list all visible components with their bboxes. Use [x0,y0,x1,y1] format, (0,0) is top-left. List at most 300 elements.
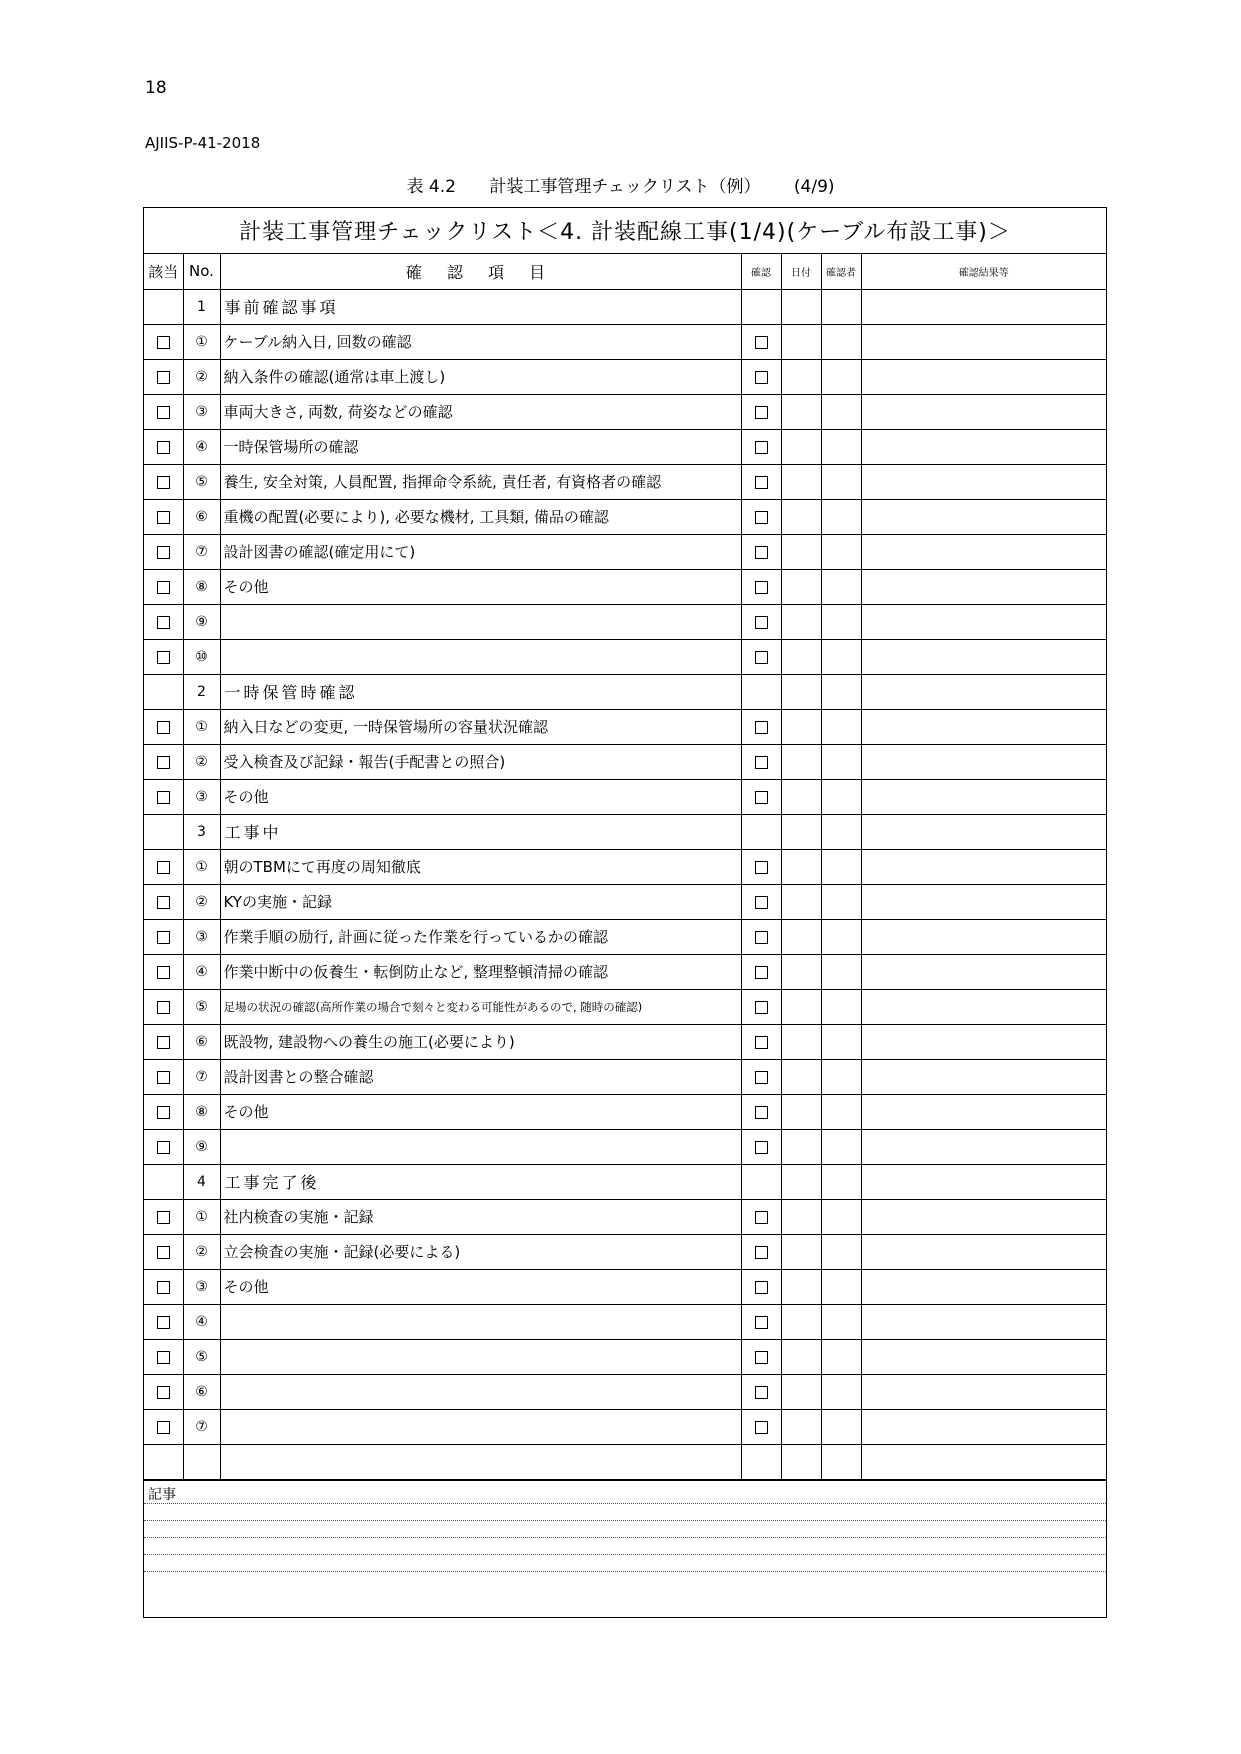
applicable-checkbox[interactable] [157,756,170,769]
applicable-checkbox[interactable] [157,791,170,804]
item-text: 設計図書との整合確認 [220,1059,741,1094]
result-cell[interactable] [861,534,1106,569]
confirmer-cell[interactable] [821,324,861,359]
applicable-cell [144,464,183,499]
result-cell[interactable] [861,884,1106,919]
confirm-cell [741,919,781,954]
date-cell[interactable] [781,429,821,464]
result-cell[interactable] [861,1374,1106,1409]
applicable-cell [144,779,183,814]
confirm-cell [741,1129,781,1164]
confirm-cell [741,954,781,989]
table-row [144,534,1106,569]
item-number: ② [183,884,220,919]
section-title: 一時保管時確認 [220,674,741,709]
note-line [144,1571,1106,1572]
applicable-checkbox[interactable] [157,406,170,419]
confirmer-cell[interactable] [821,1129,861,1164]
applicable-cell [144,1444,183,1479]
item-number: ① [183,709,220,744]
confirm-cell [741,534,781,569]
applicable-checkbox[interactable] [157,896,170,909]
confirm-checkbox[interactable] [755,1316,768,1329]
result-cell[interactable] [861,569,1106,604]
table-row [144,744,1106,779]
confirm-checkbox[interactable] [755,476,768,489]
confirm-checkbox[interactable] [755,371,768,384]
date-cell[interactable] [781,1339,821,1374]
applicable-cell [144,1199,183,1234]
item-text: 朝のTBMにて再度の周知徹底 [220,849,741,884]
result-cell[interactable] [861,1059,1106,1094]
item-text [220,1444,741,1479]
applicable-checkbox[interactable] [157,371,170,384]
confirmer-cell [821,289,861,324]
table-row [144,989,1106,1024]
confirm-checkbox[interactable] [755,441,768,454]
table-row [144,639,1106,674]
confirm-checkbox[interactable] [755,931,768,944]
confirm-cell [741,1234,781,1269]
item-number: ⑦ [183,1409,220,1444]
confirm-cell [741,744,781,779]
confirm-checkbox[interactable] [755,861,768,874]
note-line [144,1520,1106,1521]
section-row [144,1164,1106,1199]
confirm-cell [741,569,781,604]
result-cell[interactable] [861,1234,1106,1269]
applicable-cell [144,534,183,569]
item-text [220,1304,741,1339]
item-number: 4 [183,1164,220,1199]
section-row [144,814,1106,849]
confirmer-cell[interactable] [821,1269,861,1304]
confirmer-cell[interactable] [821,1234,861,1269]
applicable-checkbox[interactable] [157,1386,170,1399]
applicable-cell [144,289,183,324]
item-number: ④ [183,954,220,989]
confirmer-cell[interactable] [821,1199,861,1234]
table-row [144,709,1106,744]
applicable-checkbox[interactable] [157,581,170,594]
applicable-cell [144,919,183,954]
result-cell[interactable] [861,394,1106,429]
date-cell[interactable] [781,1374,821,1409]
item-text: 納入日などの変更, 一時保管場所の容量状況確認 [220,709,741,744]
confirmer-cell[interactable] [821,1094,861,1129]
result-cell[interactable] [861,1129,1106,1164]
applicable-cell [144,1269,183,1304]
confirmer-cell[interactable] [821,954,861,989]
applicable-cell [144,569,183,604]
confirmer-cell[interactable] [821,394,861,429]
header-item: 確 認 項 目 [220,254,741,289]
item-number: 2 [183,674,220,709]
item-number: ⑨ [183,604,220,639]
date-cell[interactable] [781,1234,821,1269]
date-cell[interactable] [781,324,821,359]
date-cell [781,674,821,709]
confirmer-cell [821,1444,861,1479]
date-cell[interactable] [781,569,821,604]
confirm-cell [741,709,781,744]
applicable-cell [144,429,183,464]
confirm-cell [741,1059,781,1094]
item-text: 一時保管場所の確認 [220,429,741,464]
confirm-checkbox[interactable] [755,1071,768,1084]
table-row [144,1374,1106,1409]
applicable-checkbox[interactable] [157,511,170,524]
confirm-cell [741,1094,781,1129]
result-cell[interactable] [861,464,1106,499]
date-cell[interactable] [781,884,821,919]
applicable-cell [144,709,183,744]
item-text: その他 [220,1269,741,1304]
confirm-checkbox[interactable] [755,1281,768,1294]
confirm-checkbox[interactable] [755,511,768,524]
applicable-cell [144,814,183,849]
applicable-cell [144,744,183,779]
result-cell [861,1444,1106,1479]
confirm-cell [741,779,781,814]
result-cell[interactable] [861,1339,1106,1374]
result-cell[interactable] [861,989,1106,1024]
item-number: ② [183,359,220,394]
confirm-checkbox[interactable] [755,966,768,979]
item-text [220,639,741,674]
table-row [144,1269,1106,1304]
confirm-checkbox[interactable] [755,616,768,629]
date-cell[interactable] [781,849,821,884]
confirmer-cell[interactable] [821,849,861,884]
applicable-cell [144,1164,183,1199]
confirmer-cell [821,1164,861,1199]
applicable-checkbox[interactable] [157,721,170,734]
confirm-cell [741,289,781,324]
notes-area [144,1480,1106,1585]
date-cell [781,1444,821,1479]
confirm-cell [741,639,781,674]
confirm-checkbox[interactable] [755,756,768,769]
date-cell[interactable] [781,989,821,1024]
applicable-checkbox[interactable] [157,1071,170,1084]
result-cell[interactable] [861,429,1106,464]
confirmer-cell[interactable] [821,1059,861,1094]
confirm-checkbox[interactable] [755,1036,768,1049]
applicable-cell [144,1304,183,1339]
item-number: ② [183,1234,220,1269]
confirm-cell [741,604,781,639]
confirm-cell [741,884,781,919]
item-text: その他 [220,1094,741,1129]
confirm-cell [741,849,781,884]
item-text [220,1129,741,1164]
applicable-cell [144,394,183,429]
caption-title: 計装工事管理チェックリスト（例） [489,177,761,197]
item-text: 社内検査の実施・記録 [220,1199,741,1234]
applicable-checkbox[interactable] [157,1211,170,1224]
applicable-checkbox[interactable] [157,476,170,489]
applicable-cell [144,1234,183,1269]
confirm-cell [741,989,781,1024]
result-cell [861,814,1106,849]
date-cell[interactable] [781,1094,821,1129]
section-row [144,674,1106,709]
confirmer-cell[interactable] [821,884,861,919]
confirm-checkbox[interactable] [755,1106,768,1119]
result-cell[interactable] [861,1024,1106,1059]
applicable-cell [144,1024,183,1059]
item-number: ① [183,324,220,359]
date-cell[interactable] [781,1304,821,1339]
result-cell[interactable] [861,499,1106,534]
applicable-checkbox[interactable] [157,1421,170,1434]
applicable-cell [144,604,183,639]
confirm-checkbox[interactable] [755,581,768,594]
applicable-checkbox[interactable] [157,1036,170,1049]
confirm-checkbox[interactable] [755,1351,768,1364]
confirmer-cell[interactable] [821,1304,861,1339]
confirm-checkbox[interactable] [755,406,768,419]
table-row [144,919,1106,954]
result-cell[interactable] [861,604,1106,639]
header-confirmer: 確認者 [821,254,861,289]
applicable-cell [144,1129,183,1164]
confirmer-cell[interactable] [821,919,861,954]
table-row [144,954,1106,989]
item-number: 3 [183,814,220,849]
header-confirm: 確認 [741,254,781,289]
confirm-checkbox[interactable] [755,1421,768,1434]
applicable-cell [144,359,183,394]
applicable-checkbox[interactable] [157,336,170,349]
date-cell [781,1164,821,1199]
date-cell[interactable] [781,499,821,534]
confirm-checkbox[interactable] [755,791,768,804]
item-text: KYの実施・記録 [220,884,741,919]
section-title: 工事完了後 [220,1164,741,1199]
item-text: 設計図書の確認(確定用にて) [220,534,741,569]
item-number: ⑥ [183,499,220,534]
date-cell[interactable] [781,1269,821,1304]
date-cell[interactable] [781,779,821,814]
confirmer-cell[interactable] [821,429,861,464]
header-applicable: 該当 [144,254,183,289]
applicable-checkbox[interactable] [157,1106,170,1119]
sheet-title: 計装工事管理チェックリスト＜4. 計装配線工事(1/4)(ケーブル布設工事)＞ [144,208,1106,254]
date-cell[interactable] [781,1059,821,1094]
applicable-checkbox[interactable] [157,1246,170,1259]
date-cell[interactable] [781,1409,821,1444]
applicable-checkbox[interactable] [157,1316,170,1329]
applicable-checkbox[interactable] [157,616,170,629]
date-cell[interactable] [781,1129,821,1164]
confirm-cell [741,814,781,849]
applicable-checkbox[interactable] [157,441,170,454]
confirmer-cell[interactable] [821,779,861,814]
confirmer-cell[interactable] [821,359,861,394]
applicable-checkbox[interactable] [157,1351,170,1364]
applicable-checkbox[interactable] [157,1281,170,1294]
page-number: 18 [145,78,167,98]
date-cell[interactable] [781,534,821,569]
confirm-cell [741,1374,781,1409]
item-text: 作業中断中の仮養生・転倒防止など, 整理整頓清掃の確認 [220,954,741,989]
confirmer-cell[interactable] [821,989,861,1024]
section-row [144,289,1106,324]
item-text: 作業手順の励行, 計画に従った作業を行っているかの確認 [220,919,741,954]
date-cell[interactable] [781,359,821,394]
table-row [144,1234,1106,1269]
item-text: 立会検査の実施・記録(必要による) [220,1234,741,1269]
note-line [144,1503,1106,1504]
item-number: ⑩ [183,639,220,674]
confirmer-cell[interactable] [821,744,861,779]
confirmer-cell[interactable] [821,534,861,569]
result-cell[interactable] [861,954,1106,989]
date-cell[interactable] [781,639,821,674]
applicable-checkbox[interactable] [157,861,170,874]
confirm-checkbox[interactable] [755,1001,768,1014]
result-cell [861,1164,1106,1199]
applicable-cell [144,1409,183,1444]
item-number: ④ [183,429,220,464]
applicable-cell [144,884,183,919]
date-cell[interactable] [781,709,821,744]
item-number: ③ [183,394,220,429]
date-cell[interactable] [781,919,821,954]
confirm-cell [741,394,781,429]
confirm-checkbox[interactable] [755,336,768,349]
item-number: ⑧ [183,1094,220,1129]
result-cell[interactable] [861,639,1106,674]
table-row [144,499,1106,534]
applicable-cell [144,499,183,534]
result-cell[interactable] [861,1269,1106,1304]
confirmer-cell[interactable] [821,1374,861,1409]
confirm-cell [741,499,781,534]
result-cell[interactable] [861,779,1106,814]
confirm-checkbox[interactable] [755,1386,768,1399]
date-cell[interactable] [781,954,821,989]
confirmer-cell[interactable] [821,1024,861,1059]
section-title: 事前確認事項 [220,289,741,324]
table-row [144,1409,1106,1444]
table-row [144,884,1106,919]
confirmer-cell[interactable] [821,709,861,744]
result-cell[interactable] [861,1409,1106,1444]
applicable-checkbox[interactable] [157,1001,170,1014]
result-cell [861,674,1106,709]
applicable-checkbox[interactable] [157,966,170,979]
confirm-cell [741,1199,781,1234]
table-row [144,569,1106,604]
confirmer-cell[interactable] [821,569,861,604]
checklist-rows [144,289,1106,1479]
confirm-checkbox[interactable] [755,1141,768,1154]
confirm-checkbox[interactable] [755,546,768,559]
item-text: 養生, 安全対策, 人員配置, 指揮命令系統, 責任者, 有資格者の確認 [220,464,741,499]
header-row [144,254,1106,289]
confirmer-cell [821,674,861,709]
applicable-cell [144,954,183,989]
result-cell[interactable] [861,324,1106,359]
checklist-table [144,254,1106,1480]
result-cell[interactable] [861,1199,1106,1234]
confirm-checkbox[interactable] [755,1211,768,1224]
item-number: 1 [183,289,220,324]
confirm-cell [741,1409,781,1444]
result-cell[interactable] [861,709,1106,744]
confirm-checkbox[interactable] [755,1246,768,1259]
table-row [144,849,1106,884]
notes-label: 記事 [148,1486,176,1503]
item-number: ⑦ [183,1059,220,1094]
result-cell[interactable] [861,1304,1106,1339]
result-cell[interactable] [861,1094,1106,1129]
applicable-checkbox[interactable] [157,1141,170,1154]
date-cell[interactable] [781,394,821,429]
note-line [144,1537,1106,1538]
confirmer-cell[interactable] [821,464,861,499]
table-row [144,1094,1106,1129]
item-number: ⑧ [183,569,220,604]
date-cell[interactable] [781,464,821,499]
table-row [144,1199,1106,1234]
result-cell[interactable] [861,359,1106,394]
item-number: ① [183,1199,220,1234]
item-text [220,604,741,639]
date-cell[interactable] [781,1199,821,1234]
date-cell[interactable] [781,744,821,779]
result-cell[interactable] [861,744,1106,779]
applicable-cell [144,1059,183,1094]
item-text: 車両大きさ, 両数, 荷姿などの確認 [220,394,741,429]
confirmer-cell[interactable] [821,1409,861,1444]
confirmer-cell[interactable] [821,1339,861,1374]
table-row [144,1339,1106,1374]
applicable-checkbox[interactable] [157,651,170,664]
confirmer-cell[interactable] [821,499,861,534]
confirmer-cell[interactable] [821,604,861,639]
item-number: ① [183,849,220,884]
item-number: ⑦ [183,534,220,569]
table-row [144,429,1106,464]
confirmer-cell[interactable] [821,639,861,674]
applicable-checkbox[interactable] [157,931,170,944]
confirm-cell [741,429,781,464]
header-result: 確認結果等 [861,254,1106,289]
result-cell[interactable] [861,849,1106,884]
item-text: 既設物, 建設物への養生の施工(必要により) [220,1024,741,1059]
item-number: ③ [183,919,220,954]
result-cell[interactable] [861,919,1106,954]
date-cell[interactable] [781,1024,821,1059]
table-caption [0,172,1241,197]
confirmer-cell [821,814,861,849]
applicable-checkbox[interactable] [157,546,170,559]
confirm-checkbox[interactable] [755,721,768,734]
table-row [144,464,1106,499]
confirm-cell [741,1024,781,1059]
item-text: 重機の配置(必要により), 必要な機材, 工具類, 備品の確認 [220,499,741,534]
item-text: その他 [220,779,741,814]
confirm-checkbox[interactable] [755,651,768,664]
applicable-cell [144,324,183,359]
result-cell [861,289,1106,324]
confirm-checkbox[interactable] [755,896,768,909]
date-cell[interactable] [781,604,821,639]
